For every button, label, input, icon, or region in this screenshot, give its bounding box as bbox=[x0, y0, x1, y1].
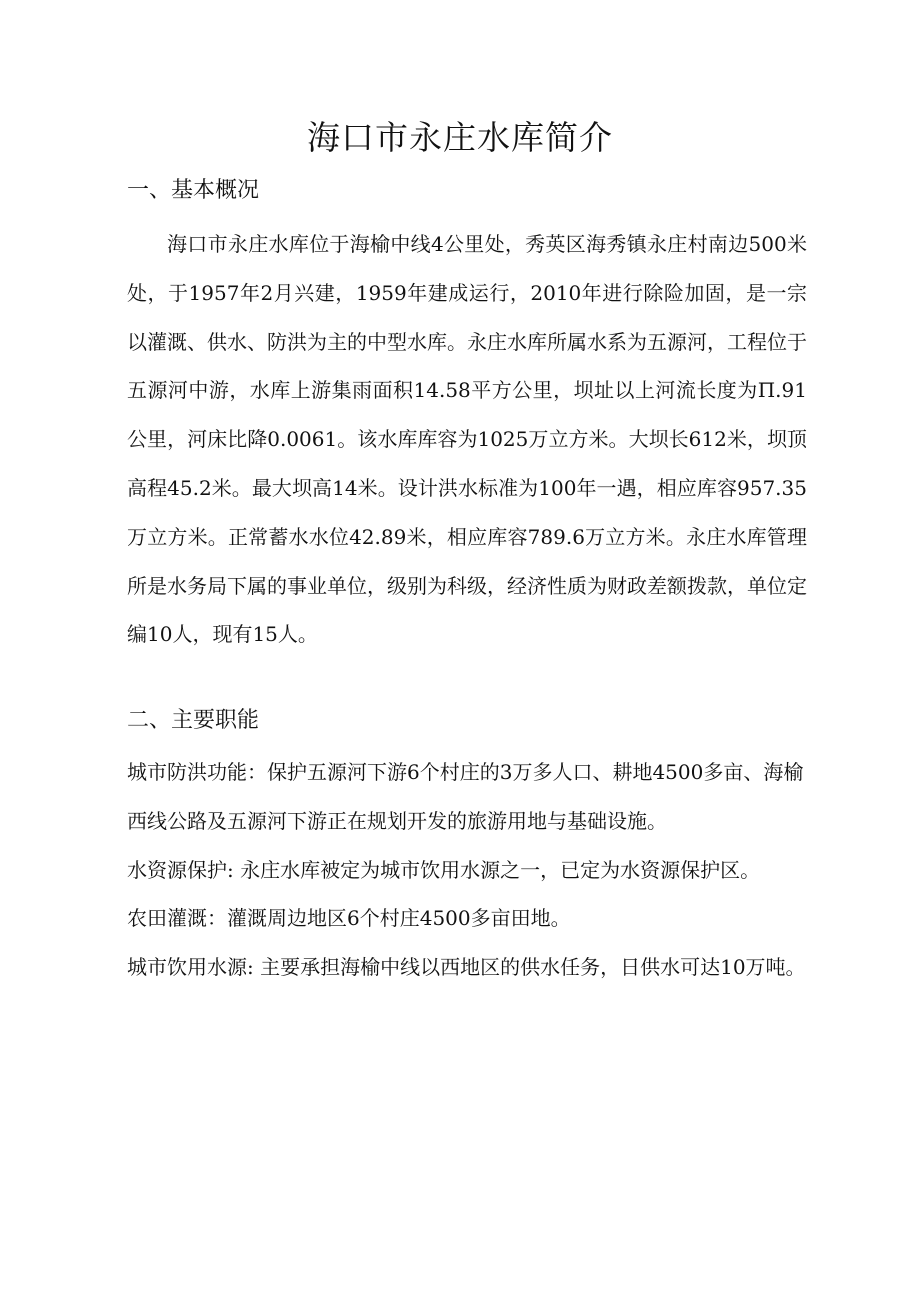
section-heading-basic-overview: 一、基本概况 bbox=[127, 178, 260, 203]
function-irrigation: 农田灌溉：灌溉周边地区6个村庄4500多亩田地。 bbox=[127, 906, 571, 931]
overview-paragraph: 海口市永庄水库位于海榆中线4公里处，秀英区海秀镇永庄村南边500米处，于1957年2月兴建，1959年建成运行，2010年进行除险加固，是一宗以灌溉、供水、防洪为主的中型水库。永庄水库所属水系为五源河，工程位于五源河中游，水库上游集雨面积14.58平方公里，坝址以上河流长度为Π.91公里，河床比降0.0061。该水库库容为1025万立方米。大坝长612米，坝顶高程45.2米。最大坝高14米。设计洪水标准为100年一遇，相应库容957.35万立方米。正常蓄水水位42.89米，相应库容789.6万立方米。永庄水库管理所是水务局下属的事业单位，级别为科级，经济性质为财政差额拨款，单位定编10人，现有15人。 bbox=[127, 232, 807, 647]
functions-list bbox=[127, 748, 807, 992]
document-title: 海口市永庄水库简介 bbox=[307, 118, 613, 157]
function-drinking-water: 城市饮用水源: 主要承担海榆中线以西地区的供水任务，日供水可达10万吨。 bbox=[127, 955, 806, 980]
function-water-protection: 水资源保护: 永庄水库被定为城市饮用水源之一，已定为水资源保护区。 bbox=[127, 857, 761, 882]
section-heading-main-functions: 二、主要职能 bbox=[127, 708, 260, 733]
function-flood-control: 城市防洪功能：保护五源河下游6个村庄的3万多人口、耕地4500多亩、海榆西线公路及五源河下游正在规划开发的旅游用地与基础设施。 bbox=[127, 760, 804, 833]
